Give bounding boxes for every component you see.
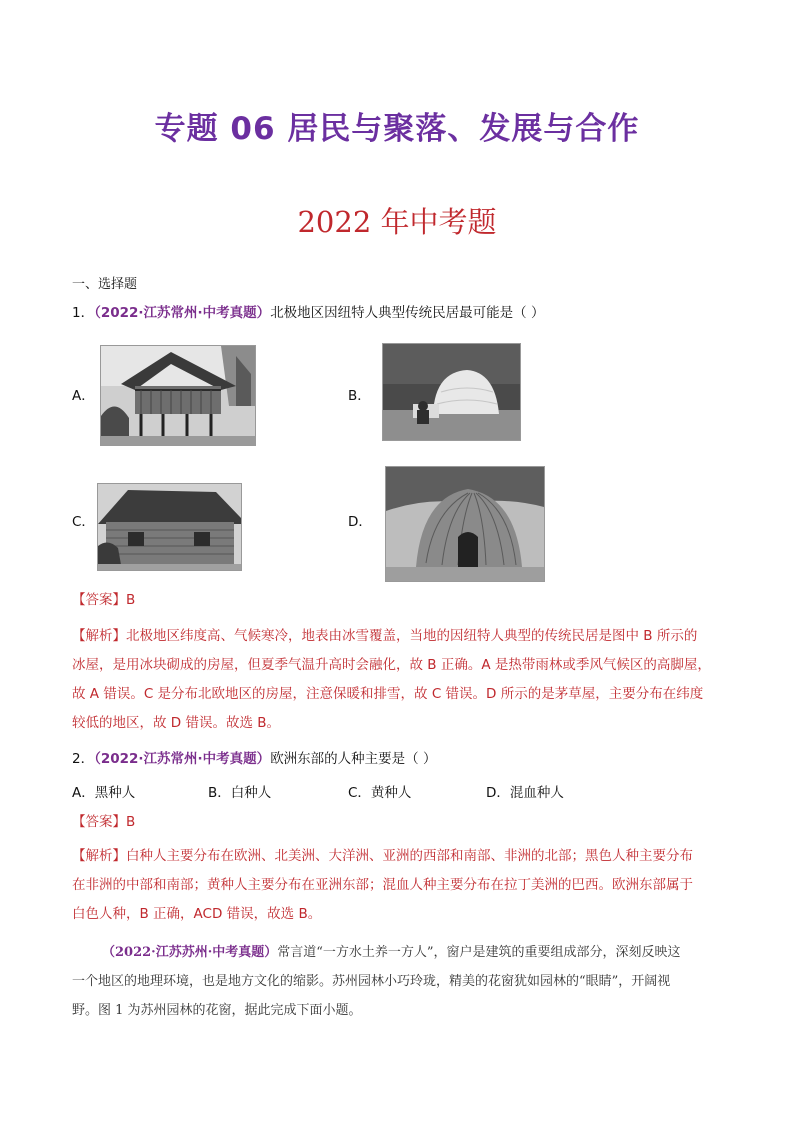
question-number: 2． [72,751,95,767]
analysis-line: 较低的地区，故 D 错误。故选 B。 [72,715,281,731]
option-d-label: D． [348,514,372,530]
option-a-label: A． [72,388,95,404]
analysis-tag: 【解析】 [72,848,126,864]
page-title: 专题 06 居民与聚落、发展与合作 [154,111,640,147]
analysis-line: 在非洲的中部和南部；黄种人主要分布在亚洲东部；混血人种主要分布在拉丁美洲的巴西。欧洲东部属于 [72,877,693,893]
answer-value: B [126,592,136,608]
answer-value: B [126,814,136,830]
stilt-house-image [100,345,256,446]
question-1 [72,303,732,323]
option-d: D．混血种人 [486,785,564,801]
analysis-line: 冰屋，是用冰块砌成的房屋，但夏季气温升高时会融化，故 B 正确。A 是热带雨林或季风气候区的高脚屋， [72,657,711,673]
page-subtitle: 2022 年中考题 [297,205,497,239]
question-2 [72,749,732,769]
question-3-stem [72,938,732,1025]
answer-1 [72,590,732,610]
answer-tag: 【答案】 [72,814,126,830]
question-source: （2022·江苏常州·中考真题） [94,305,271,321]
analysis-line: 北极地区纬度高、气候寒冷，地表由冰雪覆盖，当地的因纽特人典型的传统民居是图中 B 所示的 [126,628,698,644]
stem-line: 一个地区的地理环境，也是地方文化的缩影。苏州园林小巧玲珑，精美的花窗犹如园林的“眼睛”，开阔视 [72,974,671,989]
question-source: （2022·江苏常州·中考真题） [94,751,271,767]
option-a: A．黑种人 [72,785,136,801]
answer-tag: 【答案】 [72,592,126,608]
analysis-2 [72,842,732,929]
stem-line: 野。图 1 为苏州园林的花窗，据此完成下面小题。 [72,1003,362,1018]
thatched-hut-image [385,466,545,582]
option-c-label: C． [72,514,95,530]
question-text: 北极地区因纽特人典型传统民居最可能是（ ） [270,305,545,321]
question-number: 1． [72,305,95,321]
option-c: C．黄种人 [348,785,412,801]
question-text: 欧洲东部的人种主要是（ ） [270,751,437,767]
answer-2 [72,812,732,832]
wooden-house-image [97,483,242,571]
option-b-label: B． [348,388,371,404]
analysis-line: 故 A 错误。C 是分布北欧地区的房屋，注意保暖和排雪，故 C 错误。D 所示的是茅草屋，主要分布在纬度 [72,686,704,702]
analysis-tag: 【解析】 [72,628,126,644]
option-b: B．白种人 [208,785,272,801]
igloo-image [382,343,521,441]
stem-line: 常言道“一方水土养一方人”，窗户是建筑的重要组成部分，深刻反映这 [277,945,681,960]
analysis-line: 白种人主要分布在欧洲、北美洲、大洋洲、亚洲的西部和南部、非洲的北部；黑色人种主要分布 [126,848,693,864]
analysis-1 [72,622,732,738]
analysis-line: 白色人种，B 正确，ACD 错误，故选 B。 [72,906,322,922]
section-heading: 一、选择题 [72,277,138,292]
question-source: （2022·江苏苏州·中考真题） [102,945,278,960]
